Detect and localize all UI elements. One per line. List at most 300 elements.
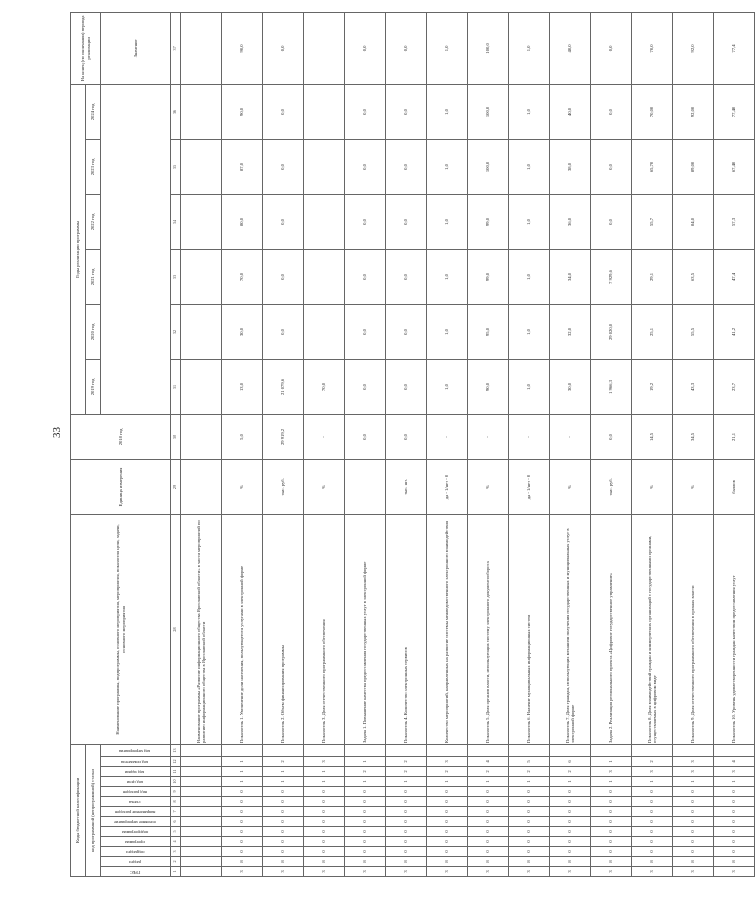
code-cell: 2 [427,767,468,777]
column-number: 28 [171,514,181,744]
indicator-name-cell: Количество мероприятий, направленных на развитие системы межведомственного электронного взаимодействия [427,514,468,744]
unit-cell: тыс. руб. [591,459,632,514]
program-table [70,12,755,877]
table-row [673,12,714,876]
column-number: 32 [171,304,181,359]
code-cell: 0 [468,827,509,837]
indicator-name-cell: Показатель 8. Доля взаимодействий граждан и коммерческих организаций с государственными органами, осуществляемых в цифровом виде [632,514,673,744]
unit-cell: % [673,459,714,514]
unit-cell [181,459,222,514]
indicator-name-cell: Показатель 9. Доля отечественного программного обеспечения в органах власти [673,514,714,744]
final-value-cell: 1,0 [509,12,550,84]
indicator-name-cell: Задача 2. Реализация регионального проекта «Цифровое государственное управление» [591,514,632,744]
year-value-cell: 65,70 [632,139,673,194]
column-number: 31 [171,359,181,414]
year-value-cell [181,304,222,359]
code-cell: 1 [591,777,632,787]
code-col-header: код показателя [101,757,171,767]
year-value-cell: 95,0 [468,304,509,359]
code-cell [222,744,263,756]
year-value-cell: 0,0 [386,139,427,194]
year-value-cell: 1,0 [509,304,550,359]
column-number: 37 [171,12,181,84]
code-cell: 0 [673,787,714,797]
year-value-cell: 99,0 [468,194,509,249]
code-cell: 6 [550,757,591,767]
code-cell: 0 [714,817,755,827]
year-value-cell: 90,0 [468,359,509,414]
code-cell: 8 [427,857,468,867]
code-col-header: статья [101,797,171,807]
code-cell: 3 [673,767,714,777]
code-cell: 0 [468,807,509,817]
code-cell: 0 [427,827,468,837]
year-value-cell: 29 020,0 [591,304,632,359]
code-cell: 3 [632,867,673,877]
code-cell: 0 [550,807,591,817]
base-value-cell: 0,0 [345,414,386,459]
code-cell: 8 [632,857,673,867]
code-cell: 8 [263,857,304,867]
code-cell: 0 [304,817,345,827]
column-number: 13 [171,744,181,756]
final-value-cell: 92,0 [673,12,714,84]
year-value-cell: 1,0 [509,84,550,139]
base-value-cell: 34,5 [673,414,714,459]
year-value-cell: 55,5 [673,304,714,359]
table-row [181,12,222,876]
code-col-header: код мероприятия [101,744,171,756]
year-value-cell: 67,40 [714,139,755,194]
code-cell: 0 [263,787,304,797]
code-cell: 0 [468,847,509,857]
code-cell: 2 [632,757,673,767]
year-value-cell: 0,0 [263,84,304,139]
base-value-cell: - [468,414,509,459]
code-cell: 0 [386,807,427,817]
code-cell: 2 [550,767,591,777]
code-cell: 1 [591,757,632,767]
year-value-cell: 1,0 [427,359,468,414]
code-cell [509,744,550,756]
code-cell: 0 [386,797,427,807]
code-cell: 3 [632,767,673,777]
year-value-cell: 63,5 [673,249,714,304]
code-cell: 3 [673,867,714,877]
year-value-cell: 0,0 [386,84,427,139]
years-spacer [101,84,171,414]
year-value-cell: 0,0 [386,304,427,359]
column-number: 5 [171,827,181,837]
codes-group-header: Коды бюджетной классификации [71,744,86,876]
code-cell [714,744,755,756]
unit-cell: % [632,459,673,514]
code-cell [181,837,222,847]
code-cell [181,817,222,827]
year-value-cell: 55,7 [632,194,673,249]
code-cell: 0 [550,837,591,847]
indicator-name-cell: Показатель 4. Количество электронных сервисов [386,514,427,744]
year-value-cell: 1,0 [427,194,468,249]
year-value-cell: 40,0 [550,84,591,139]
code-cell: 0 [632,807,673,817]
code-cell [591,744,632,756]
base-year-header: 2018 год [71,414,171,459]
final-value-cell: 90,0 [222,12,263,84]
year-value-cell: 99,0 [468,249,509,304]
unit-header: Единица измерения [71,459,171,514]
year-value-cell: 25,1 [632,304,673,359]
code-cell [181,744,222,756]
year-header: 2024 год [86,84,101,139]
code-cell: 0 [345,797,386,807]
base-value-cell: - [427,414,468,459]
unit-cell: баллов [714,459,755,514]
indicator-name-cell: Показатель 3. Доля отечественного программного обеспечения [304,514,345,744]
program-structure-header: код программной (непрограммной) статьи [86,744,101,876]
code-cell: 0 [714,807,755,817]
year-value-cell: 1,0 [427,304,468,359]
year-value-cell: 0,0 [263,194,304,249]
year-value-cell: 100,0 [468,84,509,139]
code-cell: 8 [550,857,591,867]
year-value-cell: 100,0 [468,139,509,194]
code-cell: 0 [222,837,263,847]
year-value-cell: 0,0 [345,359,386,414]
code-cell: 0 [304,847,345,857]
year-value-cell: 0,0 [386,249,427,304]
code-cell: 0 [304,807,345,817]
code-cell: 3 [345,867,386,877]
year-value-cell: 32,0 [550,304,591,359]
year-value-cell: 0,0 [591,84,632,139]
year-value-cell: 70,0 [222,249,263,304]
base-value-cell: 14,5 [632,414,673,459]
year-value-cell: 70,0 [304,359,345,414]
code-cell: 2 [386,757,427,767]
code-cell: 3 [263,867,304,877]
code-cell [427,744,468,756]
year-value-cell [304,304,345,359]
code-cell: 3 [304,757,345,767]
year-value-cell: 0,0 [386,194,427,249]
code-cell: 3 [673,757,714,767]
year-value-cell: 0,0 [345,139,386,194]
code-cell: 3 [714,767,755,777]
table-row [550,12,591,876]
code-cell [673,744,714,756]
base-value-cell: 21,1 [714,414,755,459]
code-cell: 0 [673,797,714,807]
code-cell: 0 [386,837,427,847]
unit-cell: да - 1/нет - 0 [427,459,468,514]
code-cell: 1 [222,767,263,777]
year-value-cell: 7 929,6 [591,249,632,304]
code-col-header: вид расходов [101,787,171,797]
indicator-name-cell: Показатель 10. Уровень удовлетворенности граждан качеством предоставления услуг [714,514,755,744]
year-value-cell: 34,0 [550,249,591,304]
code-cell: 5 [509,757,550,767]
year-value-cell [181,139,222,194]
table-row [509,12,550,876]
code-cell: 0 [263,837,304,847]
code-cell: 1 [632,777,673,787]
year-value-cell: 1,0 [509,139,550,194]
year-value-cell: 1,0 [427,139,468,194]
code-cell: 0 [222,787,263,797]
code-cell: 0 [386,827,427,837]
code-col-header: раздел [101,857,171,867]
year-header: 2020 год [86,304,101,359]
year-value-cell: 77,40 [714,84,755,139]
code-cell [550,744,591,756]
code-cell: 0 [591,847,632,857]
table-row [468,12,509,876]
unit-cell: тыс. руб. [263,459,304,514]
code-cell: 0 [468,837,509,847]
code-cell: 8 [509,857,550,867]
name-header: Наименование программы, подпрограммы, основного мероприятия, мероприятия, показателя цели, задачи, основного мероприятия [71,514,171,744]
column-number: 4 [171,837,181,847]
code-cell: 0 [263,847,304,857]
code-cell [386,744,427,756]
code-cell: 0 [509,847,550,857]
code-cell: 3 [550,867,591,877]
year-value-cell: 1,0 [509,359,550,414]
code-cell: 0 [591,827,632,837]
final-note-header: На конец (по окончании) периода реализации [71,12,101,84]
column-number: 10 [171,777,181,787]
code-cell: 0 [714,797,755,807]
final-value-cell: 0,0 [591,12,632,84]
code-cell: 3 [468,867,509,877]
code-cell: 0 [591,807,632,817]
column-number: 36 [171,84,181,139]
code-cell: 3 [386,867,427,877]
year-value-cell [304,194,345,249]
code-cell: 3 [591,767,632,777]
code-cell [181,797,222,807]
table-row [591,12,632,876]
year-value-cell: 1 966,3 [591,359,632,414]
code-cell: 3 [714,867,755,877]
code-cell: 3 [304,867,345,877]
code-cell: 1 [386,777,427,787]
code-cell: 0 [714,837,755,847]
year-value-cell: 0,0 [345,304,386,359]
indicator-name-cell: Наименование программы «Развитие информационного общества Ярославской области» в части мероприятий по развитию информационного общества в Ярославской области [181,514,222,744]
code-col-header: ГРБС [101,867,171,877]
year-value-cell: 1,0 [509,194,550,249]
final-value-cell: 1,0 [427,12,468,84]
code-col-header: направление расходов [101,807,171,817]
code-cell: 2 [468,767,509,777]
code-cell: 0 [550,817,591,827]
indicator-name-cell: Показатель 7. Доля граждан, использующих механизм получения государственных и муниципальных услуг в электронной форме [550,514,591,744]
code-cell: 0 [550,787,591,797]
code-cell: 1 [345,757,386,767]
column-number: 12 [171,757,181,767]
year-value-cell: 47,4 [714,249,755,304]
base-value-cell: 29 919,2 [263,414,304,459]
code-cell: 0 [345,827,386,837]
year-value-cell: 29,1 [632,249,673,304]
code-cell: 1 [673,777,714,787]
code-cell [181,787,222,797]
code-cell: 1 [222,777,263,787]
code-cell: 1 [468,777,509,787]
code-cell: 0 [673,827,714,837]
unit-cell: % [304,459,345,514]
year-value-cell: 57,3 [714,194,755,249]
code-cell: 8 [591,857,632,867]
code-cell: 0 [345,787,386,797]
code-cell: 0 [427,837,468,847]
year-value-cell: 87,0 [222,139,263,194]
year-value-cell: 89,00 [673,139,714,194]
code-cell: 0 [509,837,550,847]
code-cell: 8 [468,857,509,867]
final-value-cell: 70,0 [632,12,673,84]
indicator-name-cell: Показатель 6. Наличие муниципальных информационных систем [509,514,550,744]
year-value-cell: 30,0 [550,359,591,414]
rotated-sheet [70,15,737,877]
year-value-cell: 43,3 [673,359,714,414]
code-cell: 1 [222,757,263,767]
year-value-cell: 0,0 [345,194,386,249]
code-cell: 0 [632,847,673,857]
final-value-cell: 100,0 [468,12,509,84]
year-header: 2021 год [86,249,101,304]
column-number: 8 [171,797,181,807]
code-cell: 0 [222,827,263,837]
unit-cell [345,459,386,514]
code-cell: 1 [304,767,345,777]
column-number: 3 [171,847,181,857]
column-number: 2 [171,857,181,867]
final-value-cell: 77,4 [714,12,755,84]
table-row [386,12,427,876]
indicator-name-cell: Задача 1. Повышение качества предоставления государственных услуг в электронной форме [345,514,386,744]
code-cell [181,767,222,777]
year-value-cell: 13,0 [222,359,263,414]
final-value-cell [304,12,345,84]
year-value-cell [181,359,222,414]
indicator-name-cell: Показатель 5. Доля органов власти, использующих систему электронного документооборота [468,514,509,744]
code-cell: 0 [345,817,386,827]
final-value-cell: 0,0 [345,12,386,84]
year-header: 2023 год [86,139,101,194]
code-cell: 0 [673,837,714,847]
table-row [427,12,468,876]
code-cell: 8 [673,857,714,867]
year-value-cell: 0,0 [345,84,386,139]
code-cell: 1 [427,777,468,787]
code-cell: 0 [222,797,263,807]
code-cell: 1 [345,777,386,787]
column-number: 29 [171,459,181,514]
code-cell: 1 [714,777,755,787]
code-cell: 3 [591,867,632,877]
code-cell: 0 [386,817,427,827]
final-value-cell: 40,0 [550,12,591,84]
column-number: 9 [171,787,181,797]
code-cell: 0 [345,807,386,817]
table-row [263,12,304,876]
code-cell: 3 [427,867,468,877]
base-value-cell [181,414,222,459]
indicator-name-cell: Показатель 2. Объем финансирования программы [263,514,304,744]
base-value-cell: - [509,414,550,459]
column-number: 1 [171,867,181,877]
code-cell: 0 [222,847,263,857]
code-cell: 0 [632,787,673,797]
code-cell [181,827,222,837]
code-cell: 0 [591,787,632,797]
code-cell [181,757,222,767]
year-header: 2022 год [86,194,101,249]
code-cell: 0 [714,847,755,857]
code-col-header: код задачи [101,767,171,777]
code-cell: 0 [550,847,591,857]
code-col-header: основное мероприятие [101,817,171,827]
table-row [345,12,386,876]
code-cell: 1 [509,777,550,787]
code-cell: 0 [304,827,345,837]
code-cell: 0 [468,797,509,807]
year-value-cell: 0,0 [591,194,632,249]
year-value-cell: 0,0 [263,249,304,304]
code-cell: 8 [345,857,386,867]
final-value-cell: 0,0 [386,12,427,84]
unit-cell: % [468,459,509,514]
column-number: 11 [171,767,181,777]
code-cell: 0 [632,797,673,807]
year-value-cell: 84,0 [673,194,714,249]
year-value-cell: 0,0 [345,249,386,304]
column-number: 7 [171,807,181,817]
code-cell: 0 [386,847,427,857]
final-value-cell: 0,0 [263,12,304,84]
code-cell: 3 [222,867,263,877]
code-cell: 0 [714,827,755,837]
indicator-name-cell: Показатель 1. Увеличение доли населения, пользующегося услугами в электронной форме [222,514,263,744]
code-cell [181,847,222,857]
year-value-cell: 90,0 [222,84,263,139]
year-value-cell: 38,0 [550,139,591,194]
code-cell: 1 [263,767,304,777]
code-cell: 0 [427,847,468,857]
code-cell: 0 [468,817,509,827]
code-cell: 2 [345,767,386,777]
year-value-cell: 1,0 [427,249,468,304]
code-cell: 4 [714,757,755,767]
code-cell: 0 [509,807,550,817]
table-row [304,12,345,876]
code-col-header: подпрограмма [101,827,171,837]
page-number: 33 [51,427,63,438]
code-cell: 0 [427,787,468,797]
code-cell: 0 [222,807,263,817]
code-cell: 0 [509,797,550,807]
year-value-cell: 0,0 [263,139,304,194]
unit-cell: тыс. шт. [386,459,427,514]
year-value-cell: 0,0 [386,359,427,414]
code-cell: 0 [632,817,673,827]
year-value-cell: 0,0 [591,139,632,194]
code-cell: 0 [673,847,714,857]
code-cell: 0 [427,797,468,807]
